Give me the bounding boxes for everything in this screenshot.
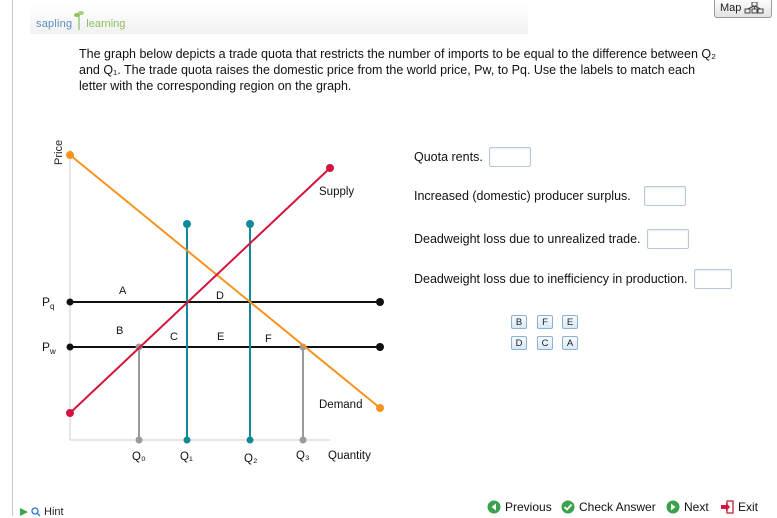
target-label: Deadweight loss due to inefficiency in production. [414,272,688,286]
q3-label: Q₃ [296,450,310,462]
pq-left-dot [67,299,74,306]
target-label: Increased (domestic) producer surplus. [414,189,631,203]
hint-arrow-icon [20,508,28,516]
region-a: A [119,285,127,297]
chip-c[interactable]: C [537,336,553,350]
supply-curve [70,168,330,413]
logo-text-learning: learning [86,18,126,30]
chip-d[interactable]: D [511,336,527,350]
pq-label: $P_q$ [42,295,55,311]
region-d: D [216,290,224,302]
target-label: Deadweight loss due to unrealized trade. [414,232,641,246]
target-row-quota-rents [414,147,531,167]
target-row-dwl-production [414,269,732,289]
target-row-dwl-trade [414,229,689,249]
region-c: C [170,331,178,343]
x-axis-label: Quantity [328,450,371,462]
target-row-producer-surplus [414,186,686,206]
q0-label: Q₀ [132,451,146,463]
next-label: Next [684,500,709,514]
check-answer-button[interactable] [561,500,656,514]
pw-left-dot [67,344,74,351]
q1-label: Q₁ [180,451,193,463]
drop-target-dwl-trade[interactable] [647,229,689,249]
demand-label: Demand [319,399,363,411]
q2-label: Q₂ [244,453,258,465]
previous-button[interactable] [487,500,552,514]
pq-right-dot [376,298,384,306]
map-label: Map [720,1,742,14]
q3-bottom-dot [300,437,307,444]
q1-bottom-dot [184,437,191,444]
supply-bottom-dot [66,409,74,417]
supply-label: Supply [319,186,355,198]
question-text: The graph below depicts a trade quota that restricts the number of imports to be equal to the difference between Q₂ and Q₁. The trade quota raises the domestic price from the world price, Pw, to Pq. Use the labels to match each letter with the corresponding region on the graph. [79,47,716,93]
logo-text-sapling: sapling [36,18,73,30]
previous-label: Previous [505,500,552,514]
drop-target-producer-surplus[interactable] [644,186,686,206]
q0-bottom-dot [136,437,143,444]
pw-right-dot [376,343,384,351]
drop-target-quota-rents[interactable] [489,147,531,167]
pw-label: $P_w$ [42,340,56,356]
chip-b[interactable]: B [511,315,527,329]
q2-top-dot [246,220,254,228]
chip-e[interactable]: E [562,315,578,329]
drop-target-dwl-production[interactable] [694,269,732,289]
target-label: Quota rents. [414,150,483,164]
chip-f[interactable]: F [537,315,553,329]
check-icon [561,500,575,514]
supply-top-dot [326,164,334,172]
next-icon [666,500,680,514]
q1-top-dot [183,220,191,228]
next-button[interactable] [666,500,709,514]
region-e: E [217,331,225,343]
demand-top-dot [66,151,74,159]
region-f: F [265,333,272,345]
exit-icon [720,500,734,514]
exit-label: Exit [738,500,759,514]
hint-link[interactable] [20,506,64,518]
region-b: B [116,325,124,337]
q2-bottom-dot [247,437,254,444]
chip-a[interactable]: A [562,336,578,350]
y-axis-label: Price [53,139,65,165]
exit-button[interactable] [720,500,758,514]
hint-label: Hint [44,506,64,518]
check-answer-label: Check Answer [579,500,656,514]
previous-icon [487,500,501,514]
demand-bottom-dot [376,404,384,412]
